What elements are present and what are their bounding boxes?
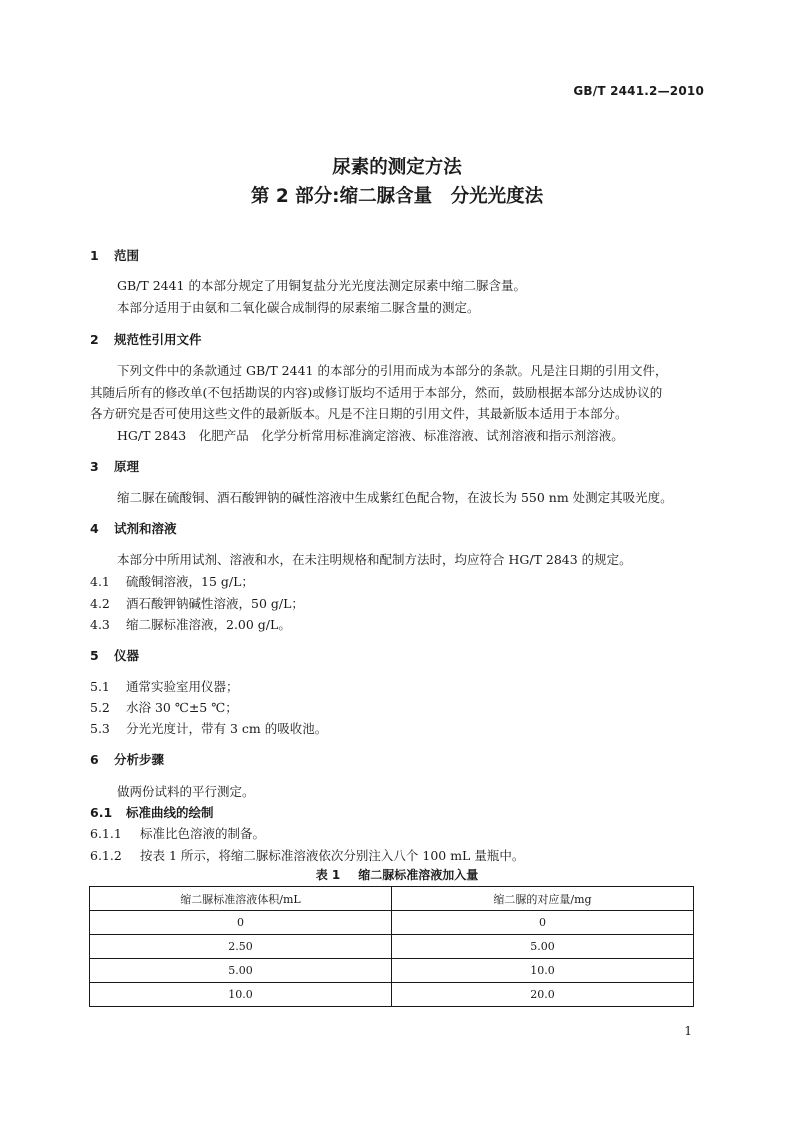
section-number: 6 — [90, 752, 99, 767]
section-number: 2 — [90, 332, 99, 347]
section-number: 1 — [90, 248, 99, 263]
table-cell: 2.50 — [90, 935, 392, 959]
item-number: 5.2 — [90, 700, 110, 715]
table-cell: 5.00 — [90, 959, 392, 983]
paragraph: 缩二脲在硫酸铜、酒石酸钾钠的碱性溶液中生成紫红色配合物，在波长为 550 nm 处测定其吸光度。 — [117, 490, 673, 505]
table-cell: 0 — [90, 911, 392, 935]
item-text: 按表 1 所示，将缩二脲标准溶液依次分别注入八个 100 mL 量瓶中。 — [140, 848, 525, 863]
section-title: 仪器 — [114, 648, 140, 663]
table-row — [90, 935, 694, 959]
section-title: 试剂和溶液 — [114, 521, 177, 536]
section-number: 5 — [90, 648, 99, 663]
item-text: 水浴 30 ℃±5 ℃； — [126, 700, 238, 715]
item-text: 硫酸铜溶液，15 g/L； — [126, 574, 254, 589]
table-cell: 10.0 — [90, 983, 392, 1007]
item-number: 6.1.1 — [90, 826, 122, 841]
table-cell: 5.00 — [392, 935, 694, 959]
list-item — [90, 698, 238, 716]
item-number: 5.3 — [90, 721, 110, 736]
section-heading-4 — [90, 519, 177, 537]
list-item — [90, 572, 254, 590]
subsection-heading — [90, 803, 214, 821]
item-text: 通常实验室用仪器； — [126, 679, 239, 694]
item-text: 酒石酸钾钠碱性溶液，50 g/L； — [126, 596, 304, 611]
table-header-cell: 缩二脲的对应量/mg — [392, 887, 694, 911]
standard-number: GB/T 2441.2—2010 — [573, 84, 704, 98]
paragraph: 做两份试料的平行测定。 — [117, 784, 255, 799]
table-header-cell: 缩二脲标准溶液体积/mL — [90, 887, 392, 911]
item-text: 分光光度计，带有 3 cm 的吸收池。 — [126, 721, 328, 736]
item-number: 6.1 — [90, 805, 113, 820]
paragraph: HG/T 2843 化肥产品 化学分析常用标准滴定溶液、标准溶液、试剂溶液和指示剂溶液。 — [117, 428, 624, 443]
item-number: 6.1.2 — [90, 848, 122, 863]
section-number: 4 — [90, 521, 99, 536]
list-item — [90, 677, 239, 695]
item-number: 4.3 — [90, 617, 110, 632]
paragraph: 下列文件中的条款通过 GB/T 2441 的本部分的引用而成为本部分的条款。凡是注日期的引用文件， — [117, 363, 668, 378]
section-heading-1 — [90, 246, 139, 264]
paragraph: 本部分适用于由氨和二氧化碳合成制得的尿素缩二脲含量的测定。 — [117, 300, 480, 315]
table-cell: 10.0 — [392, 959, 694, 983]
list-item — [90, 594, 304, 612]
item-text: 标准比色溶液的制备。 — [140, 826, 266, 841]
paragraph: 本部分中所用试剂、溶液和水，在未注明规格和配制方法时，均应符合 HG/T 2843 的规定。 — [117, 552, 632, 567]
item-text: 缩二脲标准溶液，2.00 g/L。 — [126, 617, 291, 632]
data-table — [89, 886, 694, 1007]
table-header-row — [90, 887, 694, 911]
page-number: 1 — [684, 1024, 692, 1038]
item-number: 5.1 — [90, 679, 110, 694]
section-number: 3 — [90, 459, 99, 474]
table-cell: 0 — [392, 911, 694, 935]
table-cell: 20.0 — [392, 983, 694, 1007]
table-row — [90, 983, 694, 1007]
paragraph: GB/T 2441 的本部分规定了用铜复盐分光光度法测定尿素中缩二脲含量。 — [117, 278, 526, 293]
section-heading-5 — [90, 646, 139, 664]
section-title: 原理 — [114, 459, 140, 474]
document-title-line2: 第 2 部分:缩二脲含量 分光光度法 — [250, 186, 544, 207]
section-title: 规范性引用文件 — [114, 332, 202, 347]
section-heading-6 — [90, 750, 164, 768]
section-heading-3 — [90, 457, 139, 475]
section-title: 范围 — [114, 248, 140, 263]
list-item — [90, 846, 524, 864]
list-item — [90, 824, 265, 842]
section-title: 分析步骤 — [114, 752, 165, 767]
item-number: 4.1 — [90, 574, 110, 589]
paragraph: 其随后所有的修改单(不包括勘误的内容)或修订版均不适用于本部分，然而，鼓励根据本部分达成协议的 — [90, 385, 663, 400]
paragraph: 各方研究是否可使用这些文件的最新版本。凡是不注日期的引用文件，其最新版本适用于本部分。 — [90, 406, 628, 421]
document-title-line1: 尿素的测定方法 — [332, 157, 462, 178]
item-text: 标准曲线的绘制 — [126, 805, 214, 820]
list-item — [90, 719, 327, 737]
list-item — [90, 615, 291, 633]
table-caption-text: 缩二脲标准溶液加入量 — [358, 868, 479, 882]
table-row — [90, 959, 694, 983]
table-caption — [0, 866, 794, 883]
table-row — [90, 911, 694, 935]
section-heading-2 — [90, 330, 202, 348]
table-caption-number: 表 1 — [315, 868, 341, 882]
item-number: 4.2 — [90, 596, 110, 611]
